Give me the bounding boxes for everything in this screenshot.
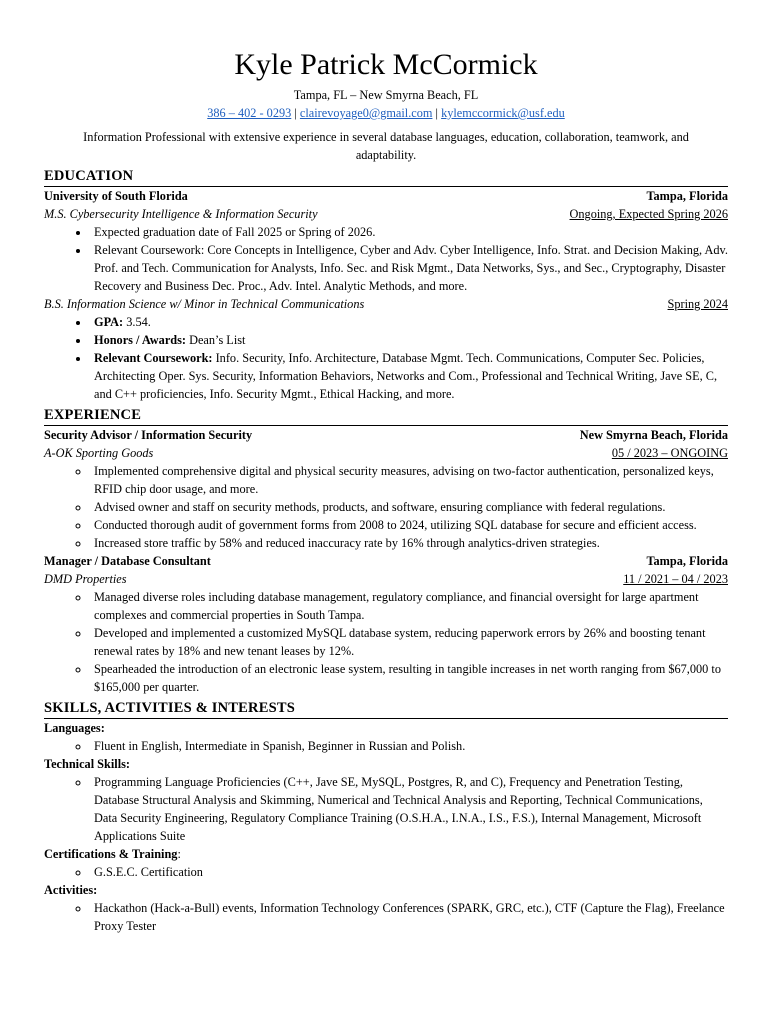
location-line: Tampa, FL – New Smyrna Beach, FL <box>293 88 479 102</box>
list-item: ◦ Fluent in English, Intermediate in Spanish, Beginner in Russian and Polish. <box>90 737 728 755</box>
bs-date: Spring 2024 <box>667 297 728 311</box>
honors-value: Dean’s List <box>186 333 246 347</box>
job-company-row <box>44 570 728 588</box>
bs-details-list <box>44 313 728 403</box>
contact-line <box>44 104 728 122</box>
job-bullets <box>44 462 728 552</box>
gpa-item <box>90 313 728 331</box>
job-title-row <box>44 552 728 570</box>
job-company: DMD Properties <box>44 572 127 586</box>
languages-label: Languages: <box>44 721 105 735</box>
ms-degree: M.S. Cybersecurity Intelligence & Information Security <box>44 207 318 221</box>
bs-degree-row <box>44 295 728 313</box>
gpa-label: GPA: <box>94 315 124 329</box>
list-item: ◦ Developed and implemented a customized MySQL database system, reducing paperwork errors by 26% and boosting tenant renewal rates by 18% and new tenant leases by 12%. <box>90 624 728 660</box>
candidate-name: Kyle Patrick McCormick <box>234 48 538 81</box>
resume-page <box>44 46 728 935</box>
activities-list <box>44 899 728 935</box>
coursework-label: Relevant Coursework: <box>94 351 213 365</box>
list-item: ◦ Spearheaded the introduction of an electronic lease system, resulting in tangible increases in net worth ranging from $67,000 to $165,000 per quarter. <box>90 660 728 696</box>
contact-separator: | <box>432 106 442 120</box>
job-role: Security Advisor / Information Security <box>44 428 253 442</box>
technical-skills-list <box>44 773 728 845</box>
job-dates: 11 / 2021 – 04 / 2023 <box>623 572 728 586</box>
school-location: Tampa, Florida <box>646 189 728 203</box>
list-item: ◦ Programming Language Proficiencies (C++, Jave SE, MySQL, Postgres, R, and C), Frequency and Penetration Testing, Database Structural Analysis and Skimming, Numerical and Technical Analysis and Reporting, Technical Communications, Data Security Engineering, Regulatory Compliance Training (O.S.H.A., I.N.A., I.S., F.S.), Internal Management, Microsoft Applications Suite <box>90 773 728 845</box>
ms-details-list <box>44 223 728 295</box>
list-item: ◦ Increased store traffic by 58% and reduced inaccuracy rate by 16% through analytics-driven strategies. <box>90 534 728 552</box>
phone-link[interactable]: 386 – 402 - 0293 <box>207 106 292 120</box>
bs-degree: B.S. Information Science w/ Minor in Technical Communications <box>44 297 365 311</box>
job-company-row <box>44 444 728 462</box>
job-location: Tampa, Florida <box>646 554 728 568</box>
list-item: ◦ Implemented comprehensive digital and physical security measures, advising on two-factor authentication, personalized keys, RFID chip door usage, and more. <box>90 462 728 498</box>
coursework-value: Info. Security, Info. Architecture, Database Mgmt. Tech. Communications, Computer Sec. Policies, Architecting Oper. Sys. Security, Information Behaviors, Networks and Com., Professional and Technical Writing, Jave SE, C, and C++ proficiencies, Info. Security Mgmt., Ethical Hacking, and more. <box>94 351 718 401</box>
list-item: ◦ Managed diverse roles including database management, regulatory compliance, and financial oversight for large apartment complexes and commercial properties in South Tampa. <box>90 588 728 624</box>
list-item: ◦ G.S.E.C. Certification <box>90 863 728 881</box>
languages-list <box>44 737 728 755</box>
activities-label: Activities: <box>44 883 98 897</box>
job-location: New Smyrna Beach, Florida <box>579 428 728 442</box>
honors-item <box>90 331 728 349</box>
email-link-gmail[interactable]: clairevoyage0@gmail.com <box>299 106 433 120</box>
job-company: A-OK Sporting Goods <box>44 446 154 460</box>
email-link-usf[interactable]: kylemccormick@usf.edu <box>441 106 565 120</box>
list-item: • Expected graduation date of Fall 2025 or Spring of 2026. <box>90 223 728 241</box>
job-bullets <box>44 588 728 696</box>
professional-summary: Information Professional with extensive experience in several database languages, education, collaboration, teamwork, and adaptability. <box>83 130 689 162</box>
school-name: University of South Florida <box>44 189 188 203</box>
ms-degree-row <box>44 205 728 223</box>
list-item: ◦ Conducted thorough audit of government forms from 2008 to 2024, utilizing SQL database for secure and efficient access. <box>90 516 728 534</box>
certifications-list <box>44 863 728 881</box>
technical-skills-label: Technical Skills: <box>44 757 130 771</box>
list-item: ◦ Hackathon (Hack-a-Bull) events, Information Technology Conferences (SPARK, GRC, etc.), CTF (Capture the Flag), Freelance Proxy Tester <box>90 899 728 935</box>
honors-label: Honors / Awards: <box>94 333 187 347</box>
ms-date: Ongoing, Expected Spring 2026 <box>569 207 728 221</box>
school-row <box>44 187 728 205</box>
certifications-label-line <box>44 845 728 863</box>
certifications-label: Certifications & Training <box>44 847 178 861</box>
list-item: ◦ Advised owner and staff on security methods, products, and software, ensuring compliance with federal regulations. <box>90 498 728 516</box>
gpa-value: 3.54. <box>123 315 151 329</box>
experience-heading: EXPERIENCE <box>44 405 728 426</box>
job-title-row <box>44 426 728 444</box>
coursework-item <box>90 349 728 403</box>
contact-separator: | <box>291 106 300 120</box>
education-heading: EDUCATION <box>44 166 728 187</box>
list-item: • Relevant Coursework: Core Concepts in Intelligence, Cyber and Adv. Cyber Intelligence, Info. Strat. and Decision Making, Adv. Prof. and Tech. Communication for Analysts, Info. Sec. and Risk Mgmt., Data Networks, Sys., and Sec., Cryptography, Disaster Recovery and Business Dec. Proc., Adv. Intel. Analytic Methods, and more. <box>90 241 728 295</box>
job-dates: 05 / 2023 – ONGOING <box>611 446 728 460</box>
certifications-colon: : <box>177 847 181 861</box>
skills-heading: SKILLS, ACTIVITIES & INTERESTS <box>44 698 728 719</box>
job-role: Manager / Database Consultant <box>44 554 211 568</box>
